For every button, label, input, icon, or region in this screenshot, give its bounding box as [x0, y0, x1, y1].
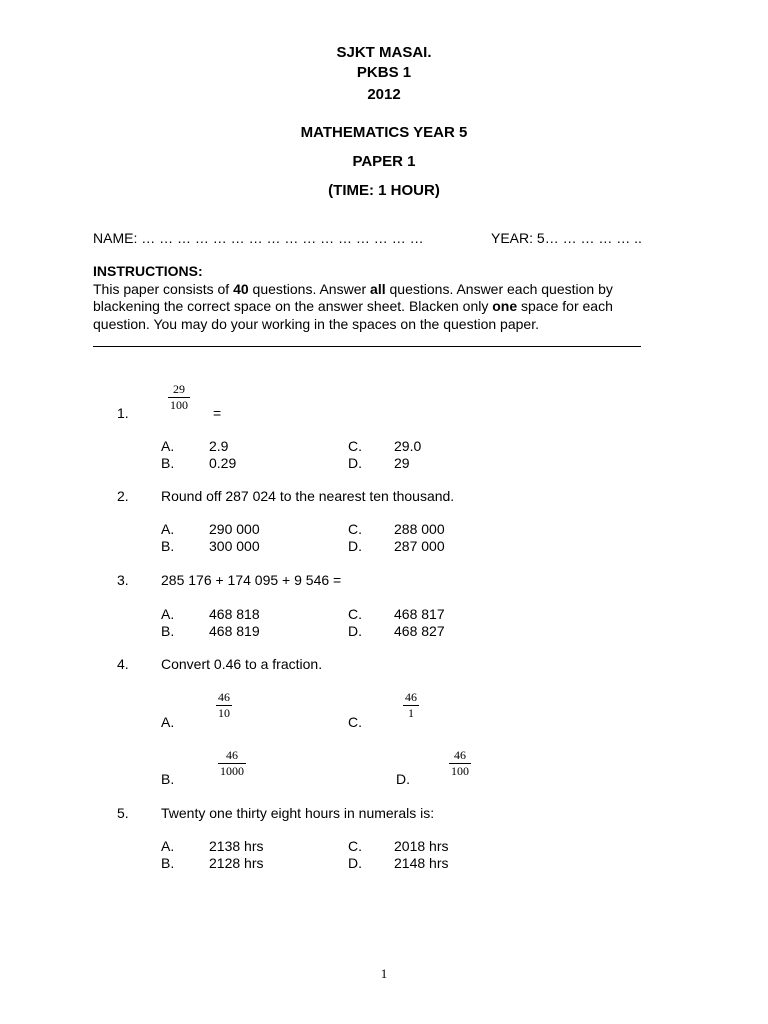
- question-fraction: [168, 382, 190, 413]
- instructions-part: space for each question. You may do your working in the spaces on the question paper.: [93, 298, 613, 332]
- question-number: 5.: [117, 805, 129, 821]
- option-letter: B.: [161, 538, 175, 554]
- question-number: 4.: [117, 656, 129, 672]
- fraction-denominator: 10: [218, 706, 230, 720]
- option-value: 468 827: [394, 623, 445, 639]
- option-letter: A.: [161, 521, 175, 537]
- fraction-denominator: 100: [170, 398, 188, 412]
- name-dots: … … … … … … … … … … … … … … … …: [141, 230, 424, 246]
- option-letter: A.: [161, 438, 175, 454]
- option-letter: B.: [161, 855, 175, 871]
- question-text: Convert 0.46 to a fraction.: [161, 656, 323, 672]
- year-value: 5… … … … … ..: [536, 230, 642, 246]
- year-field: [491, 230, 642, 247]
- instructions-bold: 40: [233, 280, 249, 297]
- option-letter: D.: [396, 771, 410, 787]
- option-value: 0.29: [209, 455, 237, 471]
- fraction-denominator: 100: [451, 764, 469, 778]
- option-letter: C.: [348, 521, 362, 537]
- option-value: 468 819: [209, 623, 260, 639]
- option-value: 2138 hrs: [209, 838, 264, 854]
- divider-line: [93, 346, 641, 347]
- instructions-text: [93, 281, 658, 334]
- fraction-denominator: 1: [408, 706, 414, 720]
- option-fraction: [216, 690, 232, 721]
- equals-sign: =: [213, 405, 222, 421]
- question-text: Twenty one thirty eight hours in numerals is:: [161, 805, 435, 821]
- question-text: Round off 287 024 to the nearest ten thousand.: [161, 488, 455, 504]
- option-value: 2.9: [209, 438, 229, 454]
- option-value: 29: [394, 455, 410, 471]
- option-value: 2128 hrs: [209, 855, 264, 871]
- name-field: [93, 230, 424, 247]
- instructions: [93, 263, 658, 333]
- option-letter: C.: [348, 606, 362, 622]
- option-value: 468 817: [394, 606, 445, 622]
- option-letter: D.: [348, 855, 362, 871]
- option-letter: D.: [348, 455, 362, 471]
- option-value: 287 000: [394, 538, 445, 554]
- instructions-part: questions. Answer: [248, 280, 371, 297]
- option-value: 290 000: [209, 521, 260, 537]
- option-fraction: [403, 690, 419, 721]
- option-letter: C.: [348, 714, 362, 730]
- fraction-numerator: 46: [218, 748, 246, 764]
- question-number: 1.: [117, 405, 129, 421]
- option-letter: C.: [348, 438, 362, 454]
- option-letter: B.: [161, 623, 175, 639]
- school-name: SJKT MASAI.: [336, 44, 432, 61]
- option-letter: D.: [348, 538, 362, 554]
- instructions-part: questions. Answer each question by blackening the correct space on the answer sheet. Blacken only: [93, 280, 613, 314]
- page-number: 1: [380, 966, 388, 981]
- paper-title: PAPER 1: [352, 153, 416, 170]
- exam-year: 2012: [367, 86, 401, 103]
- option-letter: D.: [348, 623, 362, 639]
- option-letter: C.: [348, 838, 362, 854]
- option-letter: B.: [161, 771, 175, 787]
- instructions-bold: all: [370, 280, 386, 297]
- option-letter: A.: [161, 714, 175, 730]
- option-value: 29.0: [394, 438, 422, 454]
- option-value: 2018 hrs: [394, 838, 449, 854]
- time-allowed: (TIME: 1 HOUR): [328, 182, 440, 199]
- option-value: 300 000: [209, 538, 260, 554]
- option-letter: A.: [161, 606, 175, 622]
- instructions-title: INSTRUCTIONS:: [93, 263, 203, 279]
- year-label: YEAR:: [491, 230, 534, 246]
- option-letter: B.: [161, 455, 175, 471]
- question-text: 285 176 + 174 095 + 9 546 =: [161, 572, 342, 588]
- option-value: 288 000: [394, 521, 445, 537]
- subject-title: MATHEMATICS YEAR 5: [300, 124, 468, 141]
- option-fraction: [218, 748, 246, 779]
- fraction-denominator: 1000: [220, 764, 244, 778]
- option-fraction: [449, 748, 471, 779]
- name-label: NAME:: [93, 230, 138, 246]
- option-letter: A.: [161, 838, 175, 854]
- fraction-numerator: 29: [168, 382, 190, 398]
- fraction-numerator: 46: [218, 690, 230, 704]
- fraction-numerator: 46: [405, 690, 417, 704]
- exam-code: PKBS 1: [356, 64, 412, 81]
- fraction-numerator: 46: [449, 748, 471, 764]
- question-number: 3.: [117, 572, 129, 588]
- instructions-part: This paper consists of: [93, 280, 234, 297]
- question-number: 2.: [117, 488, 129, 504]
- instructions-bold: one: [492, 298, 518, 314]
- option-value: 2148 hrs: [394, 855, 449, 871]
- option-value: 468 818: [209, 606, 260, 622]
